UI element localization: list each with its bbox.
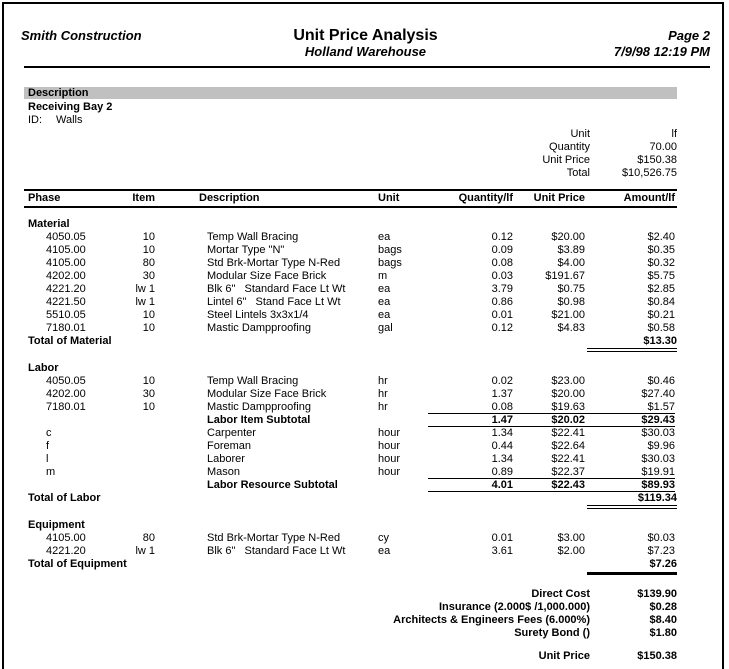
table-row bbox=[24, 309, 677, 322]
amount-cell: $19.91 bbox=[641, 466, 675, 478]
item-cell: 10 bbox=[142, 322, 155, 334]
header-rule bbox=[24, 66, 710, 68]
unit-cell: hour bbox=[378, 466, 401, 478]
item-cell bbox=[114, 466, 155, 479]
numeric-cells bbox=[428, 414, 675, 427]
totals-summary bbox=[0, 588, 677, 640]
numeric-cells bbox=[428, 231, 675, 244]
quantity-cell: 0.86 bbox=[491, 296, 513, 308]
phase-cell: 4202.00 bbox=[46, 388, 86, 400]
phase-cell: 4050.05 bbox=[46, 375, 86, 387]
unit-price-cell: $3.89 bbox=[557, 244, 585, 256]
gap-cell bbox=[155, 401, 199, 414]
table-row bbox=[24, 270, 677, 283]
unit-price-cell: $21.00 bbox=[551, 309, 585, 321]
table-row bbox=[24, 479, 677, 492]
description-cell: Modular Size Face Brick bbox=[207, 388, 327, 400]
quantity-cell: 0.08 bbox=[491, 401, 513, 413]
phase-cell: 4221.50 bbox=[46, 296, 86, 308]
section-total-label: Total of Material bbox=[28, 335, 112, 347]
numeric-cells bbox=[428, 375, 675, 388]
unit-cell: ea bbox=[378, 231, 391, 243]
page-header-right bbox=[438, 28, 710, 60]
page-header-center bbox=[293, 28, 437, 60]
numeric-cells bbox=[428, 479, 675, 492]
unit-price-cell: $20.00 bbox=[551, 231, 585, 243]
amount-cell: $7.23 bbox=[647, 545, 675, 557]
gap-cell bbox=[155, 479, 199, 492]
numeric-cells bbox=[428, 545, 675, 558]
unit-price-cell: $191.67 bbox=[545, 270, 585, 282]
summary-label: Unit bbox=[570, 128, 590, 140]
unit-price-cell: $22.64 bbox=[551, 440, 585, 452]
page-header bbox=[0, 0, 729, 60]
quantity-cell: 0.44 bbox=[491, 440, 513, 452]
section-total-value: $13.30 bbox=[587, 335, 677, 352]
description-cell: Modular Size Face Brick bbox=[207, 270, 327, 282]
numeric-cells bbox=[428, 309, 675, 322]
item-cell: lw 1 bbox=[135, 545, 155, 557]
unit-price-cell: $4.83 bbox=[557, 322, 585, 334]
total-line-label: Direct Cost bbox=[531, 588, 590, 600]
description-cell: Mortar Type "N" bbox=[207, 244, 285, 256]
quantity-cell: 0.08 bbox=[491, 257, 513, 269]
item-cell: 30 bbox=[142, 270, 155, 282]
gap-cell bbox=[155, 270, 199, 283]
unit-cell: hr bbox=[378, 388, 388, 400]
gap-cell bbox=[155, 427, 199, 440]
item-cell: 30 bbox=[142, 388, 155, 400]
gap-cell bbox=[155, 375, 199, 388]
total-line-value: $139.90 bbox=[637, 588, 677, 600]
description-cell: Labor Resource Subtotal bbox=[207, 479, 338, 491]
unit-price-cell: $3.00 bbox=[557, 532, 585, 544]
gap-cell bbox=[155, 388, 199, 401]
unit-price-cell: $23.00 bbox=[551, 375, 585, 387]
gap-cell bbox=[155, 466, 199, 479]
phase-cell: 4221.20 bbox=[46, 545, 86, 557]
column-header-unit-price: Unit Price bbox=[533, 192, 585, 204]
item-cell: 10 bbox=[142, 231, 155, 243]
summary-row bbox=[0, 167, 677, 180]
phase-cell: 7180.01 bbox=[46, 322, 86, 334]
unit-price-cell: $0.98 bbox=[557, 296, 585, 308]
cost-section bbox=[24, 218, 677, 352]
quantity-cell: 4.01 bbox=[491, 479, 513, 491]
amount-cell: $30.03 bbox=[641, 427, 675, 439]
quantity-cell: 1.37 bbox=[491, 388, 513, 400]
phase-cell: 4050.05 bbox=[46, 231, 86, 243]
gap-cell bbox=[155, 453, 199, 466]
phase-cell bbox=[24, 414, 114, 427]
numeric-cells bbox=[428, 401, 675, 414]
description-cell: Mastic Dampproofing bbox=[207, 322, 311, 334]
gap-cell bbox=[155, 309, 199, 322]
unit-price-cell: $22.43 bbox=[551, 479, 585, 491]
phase-cell: 4105.00 bbox=[46, 532, 86, 544]
summary-value: $10,526.75 bbox=[621, 167, 677, 179]
gap-cell bbox=[155, 532, 199, 545]
total-line bbox=[0, 588, 677, 601]
phase-cell: m bbox=[46, 466, 56, 478]
item-id-row bbox=[28, 114, 729, 127]
item-cell bbox=[114, 427, 155, 440]
unit-price-value: $150.38 bbox=[637, 650, 677, 662]
quantity-cell: 0.09 bbox=[491, 244, 513, 256]
item-cell bbox=[114, 479, 155, 492]
item-summary bbox=[0, 128, 677, 180]
section-total-row bbox=[24, 558, 677, 575]
summary-label: Total bbox=[566, 167, 590, 179]
table-row bbox=[24, 283, 677, 296]
amount-cell: $0.03 bbox=[647, 532, 675, 544]
quantity-cell: 0.12 bbox=[491, 322, 513, 334]
phase-cell bbox=[24, 479, 114, 492]
summary-row bbox=[0, 128, 677, 141]
numeric-cells bbox=[428, 453, 675, 466]
gap-cell bbox=[155, 257, 199, 270]
unit-cell: hr bbox=[378, 401, 388, 413]
unit-price-cell: $22.41 bbox=[551, 453, 585, 465]
total-line-value: $8.40 bbox=[649, 614, 677, 626]
section-total-value: $7.26 bbox=[587, 558, 677, 575]
unit-price-cell: $2.00 bbox=[557, 545, 585, 557]
summary-value: 70.00 bbox=[649, 141, 677, 153]
table-row bbox=[24, 453, 677, 466]
unit-cell: hour bbox=[378, 453, 401, 465]
amount-cell: $2.85 bbox=[647, 283, 675, 295]
unit-price-cell: $20.00 bbox=[551, 388, 585, 400]
description-cell: Foreman bbox=[207, 440, 252, 452]
numeric-cells bbox=[428, 532, 675, 545]
quantity-cell: 1.34 bbox=[491, 453, 513, 465]
unit-cell: hour bbox=[378, 440, 401, 452]
description-cell: Lintel 6" Stand Face Lt Wt bbox=[207, 296, 341, 308]
phase-cell: 5510.05 bbox=[46, 309, 86, 321]
amount-cell: $0.84 bbox=[647, 296, 675, 308]
project-name: Holland Warehouse bbox=[304, 44, 427, 59]
total-line bbox=[0, 601, 677, 614]
numeric-cells bbox=[428, 427, 675, 440]
description-cell: Blk 6" Standard Face Lt Wt bbox=[207, 545, 346, 557]
total-line-label: Architects & Engineers Fees (6.000%) bbox=[393, 614, 590, 626]
table-row bbox=[24, 388, 677, 401]
quantity-cell: 0.89 bbox=[491, 466, 513, 478]
numeric-cells bbox=[428, 466, 675, 479]
amount-cell: $0.21 bbox=[647, 309, 675, 321]
item-cell bbox=[114, 453, 155, 466]
unit-price-cell: $20.02 bbox=[551, 414, 585, 426]
description-cell: Labor Item Subtotal bbox=[207, 414, 311, 426]
amount-cell: $0.35 bbox=[647, 244, 675, 256]
description-cell: Temp Wall Bracing bbox=[207, 375, 299, 387]
column-header-item: Item bbox=[132, 192, 155, 204]
quantity-cell: 0.01 bbox=[491, 532, 513, 544]
total-line-value: $1.80 bbox=[649, 627, 677, 639]
item-cell bbox=[114, 414, 155, 427]
description-cell: Std Brk-Mortar Type N-Red bbox=[207, 257, 341, 269]
section-total-row bbox=[24, 335, 677, 352]
total-line-label: Insurance (2.000$ /1,000.000) bbox=[438, 601, 590, 613]
table-row bbox=[24, 244, 677, 257]
unit-cell: bags bbox=[378, 257, 402, 269]
unit-cell bbox=[378, 414, 428, 427]
section-rows bbox=[24, 231, 677, 335]
numeric-cells bbox=[428, 388, 675, 401]
column-header-amount: Amount/lf bbox=[623, 192, 675, 204]
item-cell: 10 bbox=[142, 309, 155, 321]
description-cell: Laborer bbox=[207, 453, 245, 465]
quantity-cell: 0.01 bbox=[491, 309, 513, 321]
unit-cell: ea bbox=[378, 296, 391, 308]
table-header-row bbox=[24, 189, 677, 208]
numeric-cells bbox=[428, 322, 675, 335]
unit-price-cell: $22.41 bbox=[551, 427, 585, 439]
phase-cell: c bbox=[46, 427, 52, 439]
quantity-cell: 1.34 bbox=[491, 427, 513, 439]
amount-cell: $9.96 bbox=[647, 440, 675, 452]
table-row bbox=[24, 466, 677, 479]
quantity-cell: 0.12 bbox=[491, 231, 513, 243]
table-row bbox=[24, 427, 677, 440]
unit-cell: ea bbox=[378, 309, 391, 321]
item-cell: 80 bbox=[142, 257, 155, 269]
gap-cell bbox=[155, 440, 199, 453]
amount-cell: $0.32 bbox=[647, 257, 675, 269]
unit-cell: m bbox=[378, 270, 388, 282]
item-id-value: Walls bbox=[56, 114, 83, 126]
total-line bbox=[0, 627, 677, 640]
gap-cell bbox=[155, 322, 199, 335]
description-cell: Blk 6" Standard Face Lt Wt bbox=[207, 283, 346, 295]
item-cell bbox=[114, 440, 155, 453]
phase-cell: 4105.00 bbox=[46, 244, 86, 256]
numeric-cells bbox=[428, 296, 675, 309]
cost-section bbox=[24, 519, 677, 575]
print-datetime: 7/9/98 12:19 PM bbox=[613, 44, 710, 59]
gap-cell bbox=[155, 244, 199, 257]
table-row bbox=[24, 532, 677, 545]
numeric-column-headers bbox=[428, 191, 675, 206]
unit-cell: cy bbox=[378, 532, 389, 544]
numeric-cells bbox=[428, 283, 675, 296]
table-row bbox=[24, 440, 677, 453]
section-total-label: Total of Labor bbox=[28, 492, 101, 504]
quantity-cell: 1.47 bbox=[491, 414, 513, 426]
description-cell: Steel Lintels 3x3x1/4 bbox=[207, 309, 309, 321]
summary-label: Quantity bbox=[549, 141, 590, 153]
section-name: Equipment bbox=[28, 519, 85, 531]
gap-cell bbox=[155, 231, 199, 244]
description-bar bbox=[24, 87, 677, 99]
unit-cell bbox=[378, 479, 428, 492]
numeric-cells bbox=[428, 244, 675, 257]
amount-cell: $5.75 bbox=[647, 270, 675, 282]
unit-price-cell: $0.75 bbox=[557, 283, 585, 295]
description-cell: Mason bbox=[207, 466, 241, 478]
unit-price-cell: $22.37 bbox=[551, 466, 585, 478]
description-cell: Temp Wall Bracing bbox=[207, 231, 299, 243]
gap-cell bbox=[155, 545, 199, 558]
section-rows bbox=[24, 532, 677, 558]
total-line bbox=[0, 614, 677, 627]
company-name: Smith Construction bbox=[21, 28, 142, 43]
unit-price-row bbox=[0, 650, 677, 663]
description-cell: Mastic Dampproofing bbox=[207, 401, 311, 413]
gap-cell bbox=[155, 296, 199, 309]
table-row bbox=[24, 257, 677, 270]
item-id-label: ID: bbox=[28, 114, 43, 126]
column-header-phase: Phase bbox=[28, 192, 61, 204]
gap-cell bbox=[155, 283, 199, 296]
unit-price-cell: $19.63 bbox=[551, 401, 585, 413]
gap-cell bbox=[155, 414, 199, 427]
amount-cell: $2.40 bbox=[647, 231, 675, 243]
page-number: Page 2 bbox=[668, 28, 710, 43]
unit-cell: ea bbox=[378, 283, 391, 295]
cost-section bbox=[24, 362, 677, 509]
summary-value: lf bbox=[671, 128, 677, 140]
total-line-label: Surety Bond () bbox=[514, 627, 590, 639]
quantity-cell: 0.02 bbox=[491, 375, 513, 387]
description-cell: Carpenter bbox=[207, 427, 256, 439]
column-header-quantity: Quantity/lf bbox=[458, 192, 513, 204]
item-cell: 80 bbox=[142, 532, 155, 544]
item-cell: 10 bbox=[142, 375, 155, 387]
phase-cell: 4105.00 bbox=[46, 257, 86, 269]
quantity-cell: 3.61 bbox=[491, 545, 513, 557]
amount-cell: $27.40 bbox=[641, 388, 675, 400]
item-cell: 10 bbox=[142, 401, 155, 413]
unit-price-label: Unit Price bbox=[538, 650, 590, 662]
table-row bbox=[24, 231, 677, 244]
quantity-cell: 0.03 bbox=[491, 270, 513, 282]
amount-cell: $0.46 bbox=[647, 375, 675, 387]
summary-label: Unit Price bbox=[542, 154, 590, 166]
phase-cell: 4202.00 bbox=[46, 270, 86, 282]
phase-cell: 7180.01 bbox=[46, 401, 86, 413]
column-gap bbox=[155, 191, 199, 206]
column-header-unit: Unit bbox=[378, 192, 400, 204]
table-row bbox=[24, 401, 677, 414]
amount-cell: $0.58 bbox=[647, 322, 675, 334]
total-line-value: $0.28 bbox=[649, 601, 677, 613]
unit-cell: hour bbox=[378, 427, 401, 439]
table-row bbox=[24, 545, 677, 558]
column-header-description: Description bbox=[199, 192, 260, 204]
section-total-row bbox=[24, 492, 677, 509]
table-row bbox=[24, 322, 677, 335]
table-row bbox=[24, 414, 677, 427]
section-name: Material bbox=[28, 218, 70, 230]
item-cell: lw 1 bbox=[135, 296, 155, 308]
amount-cell: $89.93 bbox=[641, 479, 675, 491]
item-cell: lw 1 bbox=[135, 283, 155, 295]
amount-cell: $29.43 bbox=[641, 414, 675, 426]
summary-value: $150.38 bbox=[637, 154, 677, 166]
description-bar-label: Description bbox=[28, 87, 89, 99]
section-total-label: Total of Equipment bbox=[28, 558, 127, 570]
numeric-cells bbox=[428, 270, 675, 283]
quantity-cell: 3.79 bbox=[491, 283, 513, 295]
table-row bbox=[24, 375, 677, 388]
numeric-cells bbox=[428, 440, 675, 453]
unit-price-cell: $4.00 bbox=[557, 257, 585, 269]
phase-cell: f bbox=[46, 440, 50, 452]
item-name: Receiving Bay 2 bbox=[28, 101, 113, 113]
phase-cell: l bbox=[46, 453, 49, 465]
section-rows bbox=[24, 375, 677, 492]
numeric-cells bbox=[428, 257, 675, 270]
table-row bbox=[24, 296, 677, 309]
phase-cell: 4221.20 bbox=[46, 283, 86, 295]
report-title: Unit Price Analysis bbox=[293, 27, 438, 44]
amount-cell: $30.03 bbox=[641, 453, 675, 465]
description-cell: Std Brk-Mortar Type N-Red bbox=[207, 532, 341, 544]
unit-cell: gal bbox=[378, 322, 393, 334]
amount-cell: $1.57 bbox=[647, 401, 675, 413]
item-cell: 10 bbox=[142, 244, 155, 256]
cost-table-body bbox=[0, 218, 729, 575]
summary-row bbox=[0, 154, 677, 167]
section-name: Labor bbox=[28, 362, 59, 374]
unit-cell: ea bbox=[378, 545, 391, 557]
section-total-value: $119.34 bbox=[587, 492, 677, 509]
unit-cell: bags bbox=[378, 244, 402, 256]
summary-row bbox=[0, 141, 677, 154]
unit-cell: hr bbox=[378, 375, 388, 387]
